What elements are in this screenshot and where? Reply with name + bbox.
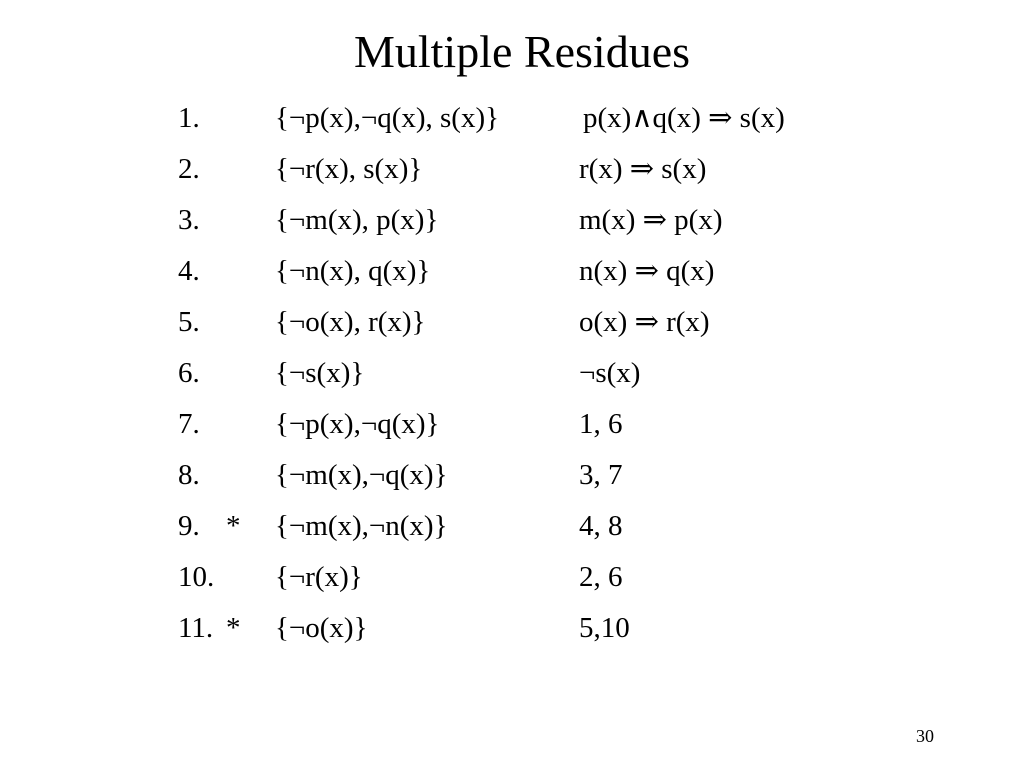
step-clause: {¬p(x),¬q(x), s(x)} xyxy=(275,102,500,134)
step-row-6 xyxy=(0,348,1024,399)
step-row-10 xyxy=(0,552,1024,603)
step-row-3 xyxy=(0,195,1024,246)
step-justification: o(x) ⇒ r(x) xyxy=(579,306,710,338)
step-justification: n(x) ⇒ q(x) xyxy=(579,255,715,287)
step-justification: 4, 8 xyxy=(579,510,623,542)
step-number: 9. xyxy=(178,510,200,542)
step-justification: ¬s(x) xyxy=(579,357,641,389)
step-number: 8. xyxy=(178,459,200,491)
step-clause: {¬o(x)} xyxy=(275,612,368,644)
step-number: 3. xyxy=(178,204,200,236)
step-row-8 xyxy=(0,450,1024,501)
step-marker: * xyxy=(226,612,241,644)
step-justification: m(x) ⇒ p(x) xyxy=(579,204,723,236)
step-clause: {¬r(x)} xyxy=(275,561,363,593)
step-clause: {¬s(x)} xyxy=(275,357,365,389)
step-marker: * xyxy=(226,510,241,542)
step-row-1 xyxy=(0,93,1024,144)
step-clause: {¬m(x), p(x)} xyxy=(275,204,439,236)
step-clause: {¬r(x), s(x)} xyxy=(275,153,423,185)
step-clause: {¬m(x),¬q(x)} xyxy=(275,459,448,491)
step-clause: {¬m(x),¬n(x)} xyxy=(275,510,448,542)
step-number: 10. xyxy=(178,561,215,593)
step-number: 7. xyxy=(178,408,200,440)
step-row-5 xyxy=(0,297,1024,348)
step-number: 4. xyxy=(178,255,200,287)
step-row-11 xyxy=(0,603,1024,654)
step-justification: p(x)∧q(x) ⇒ s(x) xyxy=(583,102,785,134)
step-justification: r(x) ⇒ s(x) xyxy=(579,153,707,185)
step-row-2 xyxy=(0,144,1024,195)
step-number: 2. xyxy=(178,153,200,185)
step-number: 5. xyxy=(178,306,200,338)
step-justification: 2, 6 xyxy=(579,561,623,593)
step-number: 1. xyxy=(178,102,200,134)
page-number: 30 xyxy=(916,726,934,746)
step-clause: {¬o(x), r(x)} xyxy=(275,306,426,338)
step-row-9 xyxy=(0,501,1024,552)
step-justification: 5,10 xyxy=(579,612,630,644)
step-justification: 1, 6 xyxy=(579,408,623,440)
step-number: 11. xyxy=(178,612,214,644)
step-clause: {¬p(x),¬q(x)} xyxy=(275,408,440,440)
step-number: 6. xyxy=(178,357,200,389)
step-row-7 xyxy=(0,399,1024,450)
step-row-4 xyxy=(0,246,1024,297)
step-clause: {¬n(x), q(x)} xyxy=(275,255,431,287)
step-justification: 3, 7 xyxy=(579,459,623,491)
slide-title: Multiple Residues xyxy=(353,26,691,77)
